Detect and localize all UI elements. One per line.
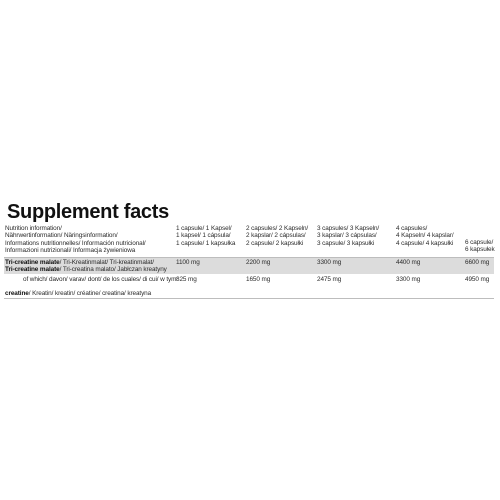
ingredient-name-bold: Tri-creatine malate (5, 259, 60, 266)
column-header-2-capsules: 2 capsules/ 2 Kapseln/ 2 kapslar/ 2 cápsulas/ 2 capsule/ 2 kapsułki (246, 225, 309, 247)
value-2-capsules: 1650 mg (246, 276, 271, 283)
value-1-capsule: 825 mg (176, 276, 197, 283)
ingredient-name-creatine-line2 (5, 290, 173, 297)
table-header-row (4, 224, 494, 257)
ingredient-name-bold: creatine (5, 290, 29, 297)
table-row-creatine (4, 274, 494, 299)
supplement-facts-table (4, 224, 494, 299)
column-header-4-capsules: 4 capsules/ 4 Kapseln/ 4 kapslar/ 4 capsule/ 4 kapsułki (396, 225, 454, 247)
value-4-capsules: 4400 mg (396, 259, 421, 266)
table-bottom-divider (4, 298, 494, 299)
row-divider (4, 257, 494, 258)
page-title: Supplement facts (7, 201, 169, 223)
value-3-capsules: 2475 mg (317, 276, 342, 283)
table-row-tri-creatine-malate (4, 257, 494, 274)
ingredient-name-creatine (5, 276, 191, 283)
value-6-capsules: 4950 mg (465, 276, 490, 283)
ingredient-name-translations: / Kreatin/ kreatin/ créatine/ creatina/ kreatyna (28, 290, 152, 297)
value-4-capsules: 3300 mg (396, 276, 421, 283)
ingredient-name-bold-line2: Tri-creatine malate (5, 266, 60, 274)
ingredient-name-translations: / Tri-Kreatinmalat/ Tri-kreatinmalat/ (59, 259, 154, 266)
value-3-capsules: 3300 mg (317, 259, 342, 266)
value-2-capsules: 2200 mg (246, 259, 271, 266)
ingredient-name-translations-line2: / Tri-creatina malato/ Jabłczan kreatyny (59, 266, 167, 274)
nutrition-information-label: Nutrition information/ Nährwertinformation/ Näringsinformation/ Informations nutritionnelles/ Información nutricional/ Informazioni nutrizionali/ Informacja żywieniowa (5, 225, 146, 255)
column-header-3-capsules: 3 capsules/ 3 Kapseln/ 3 kapslar/ 3 cápsulas/ 3 capsule/ 3 kapsułki (317, 225, 380, 247)
ingredient-name-tri-creatine-malate (5, 259, 173, 274)
value-1-capsule: 1100 mg (176, 259, 200, 266)
sub-ingredient-prefix: of which/ davon/ varav/ dont/ de los cuales/ di cui/ w tym: (23, 276, 179, 283)
value-6-capsules: 6600 mg (465, 259, 490, 266)
column-header-1-capsule: 1 capsule/ 1 Kapsel/ 1 kapsel/ 1 cápsula/ 1 capsule/ 1 kapsułka (176, 225, 236, 247)
column-header-6-capsules: 6 capsule/ 6 kapsułek (465, 239, 495, 254)
